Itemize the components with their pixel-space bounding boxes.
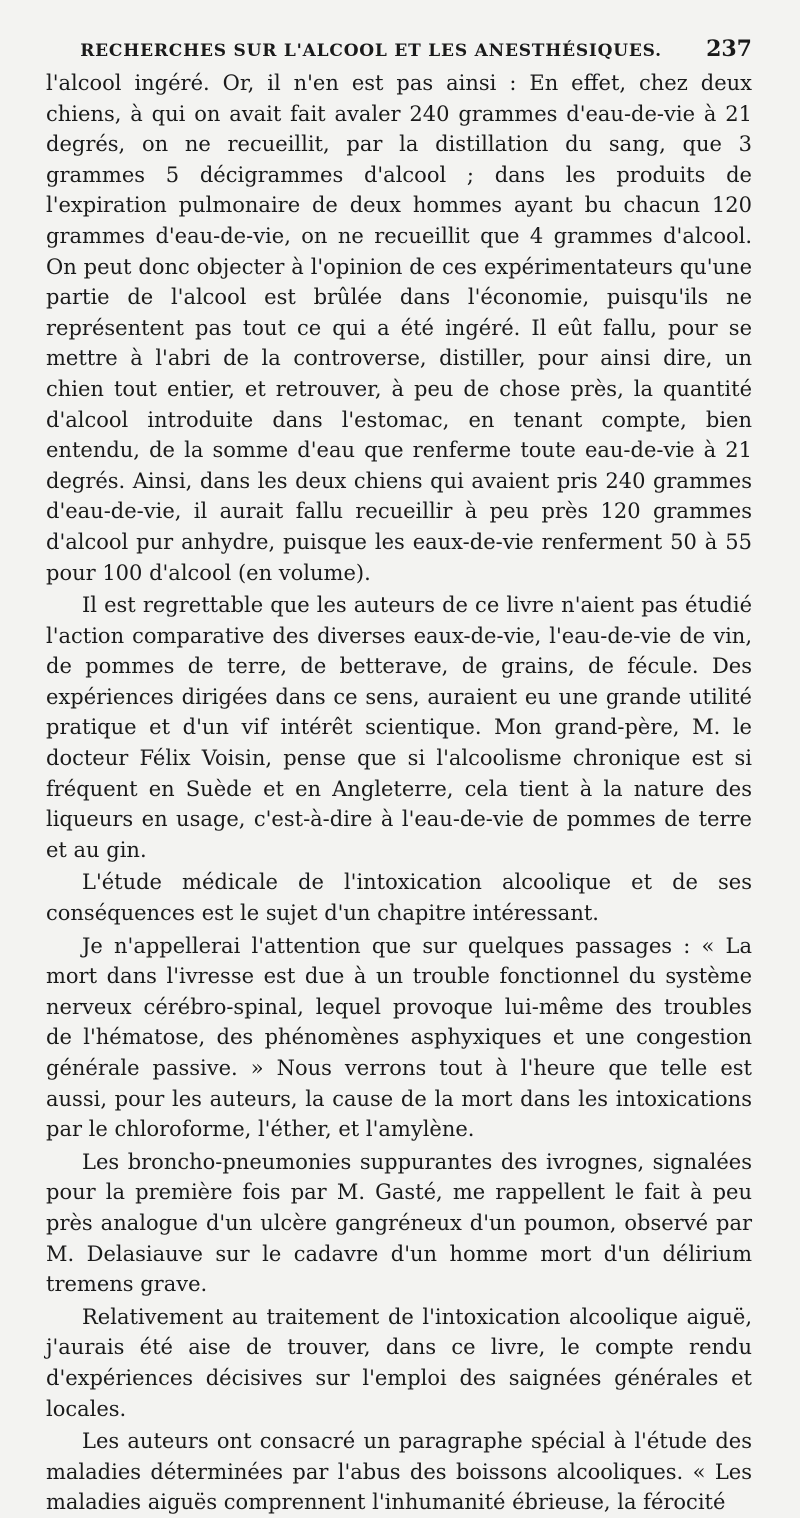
paragraph: Je n'appellerai l'attention que sur quelques passages : « La mort dans l'ivresse est due à un trouble fonctionnel du système nerveux cérébro-spinal, lequel provoque lui-même des troubles de l'hématose, des phénomènes asphyxiques et une congestion générale passive. » Nous verrons tout à l'heure que telle est aussi, pour les auteurs, la cause de la mort dans les intoxications par le chloroforme, l'éther, et l'amylène. (46, 933, 752, 1142)
paragraph: Les auteurs ont consacré un paragraphe spécial à l'étude des maladies déterminées par l'abus des boissons alcooliques. « Les maladies aiguës comprennent l'inhumanité ébrieuse, la férocité (46, 1429, 752, 1515)
body-text (46, 68, 752, 1518)
paragraph: Il est regrettable que les auteurs de ce livre n'aient pas étudié l'action comparative des diverses eaux-de-vie, l'eau-de-vie de vin, de pommes de terre, de betterave, de grains, de fécule. Des expériences dirigées dans ce sens, auraient eu une grande utilité pratique et d'un vif intérêt scientique. Mon grand-père, M. le docteur Félix Voisin, pense que si l'alcoolisme chronique est si fréquent en Suède et en Angleterre, cela tient à la nature des liqueurs en usage, c'est-à-dire à l'eau-de-vie de pommes de terre et au gin. (46, 593, 752, 862)
paragraph-continuation: l'alcool ingéré. Or, il n'en est pas ainsi : En effet, chez deux chiens, à qui on avait fait avaler 240 grammes d'eau-de-vie à 21 degrés, on ne recueillit, par la distillation du sang, que 3 grammes 5 décigrammes d'alcool ; dans les produits de l'expiration pulmonaire de deux hommes ayant bu chacun 120 grammes d'eau-de-vie, on ne recueillit que 4 grammes d'alcool. On peut donc objecter à l'opinion de ces expérimentateurs qu'une partie de l'alcool est brûlée dans l'économie, puisqu'ils ne représentent pas tout ce qui a été ingéré. Il eût fallu, pour se mettre à l'abri de la controverse, distiller, pour ainsi dire, un chien tout entier, et retrouver, à peu de chose près, la quantité d'alcool introduite dans l'estomac, en tenant compte, bien entendu, de la somme d'eau que renferme toute eau-de-vie à 21 degrés. Ainsi, dans les deux chiens qui avaient pris 240 grammes d'eau-de-vie, il aurait fallu recueillir à peu près 120 grammes d'alcool pur anhydre, puisque les eaux-de-vie renferment 50 à 55 pour 100 d'alcool (en volume). (46, 71, 752, 585)
running-title: RECHERCHES SUR L'ALCOOL ET LES ANESTHÉSIQUES. (80, 41, 662, 61)
paragraph: L'étude médicale de l'intoxication alcoolique et de ses conséquences est le sujet d'un chapitre intéressant. (46, 870, 752, 926)
paragraph: Relativement au traitement de l'intoxication alcoolique aiguë, j'aurais été aise de trouver, dans ce livre, le compte rendu d'expériences décisives sur l'emploi des saignées générales et locales. (46, 1304, 752, 1421)
paragraph: Les broncho-pneumonies suppurantes des ivrognes, signalées pour la première fois par M. Gasté, me rappellent le fait à peu près analogue d'un ulcère gangréneux d'un poumon, observé par M. Delasiauve sur le cadavre d'un homme mort d'un délirium tremens grave. (46, 1149, 752, 1297)
page-number: 237 (706, 36, 752, 62)
running-head (46, 36, 752, 62)
